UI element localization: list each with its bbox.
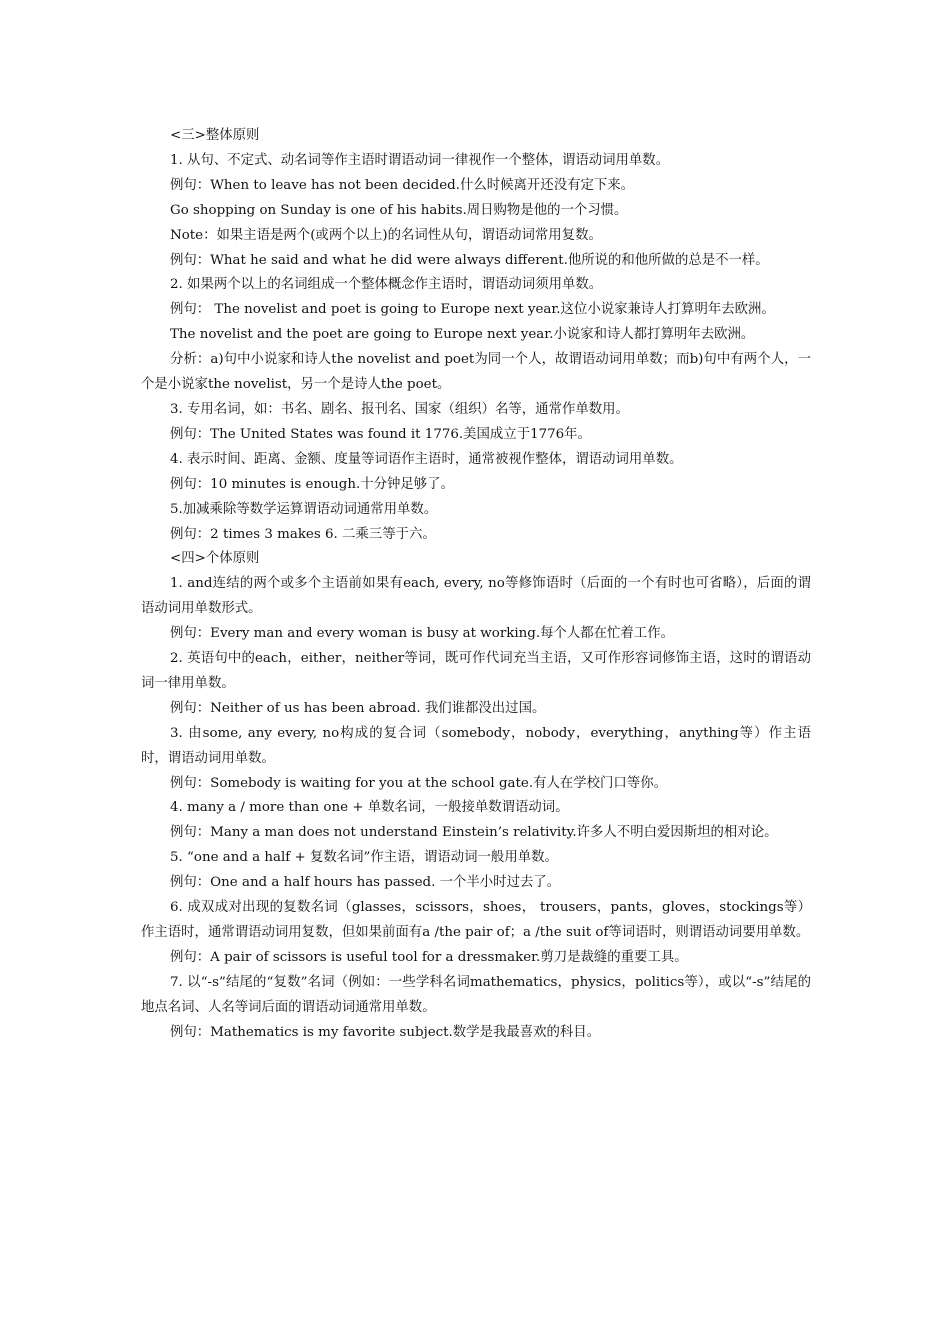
note-paragraph: Note：如果主语是两个(或两个以上)的名词性从句，谓语动词常用复数。: [170, 227, 602, 243]
example-paragraph: 例句：10 minutes is enough.十分钟足够了。: [170, 476, 454, 492]
rule-paragraph: 5.加减乘除等数学运算谓语动词通常用单数。: [170, 501, 438, 517]
example-paragraph: 例句：When to leave has not been decided.什么时候离开还没有定下来。: [170, 177, 635, 193]
example-paragraph: 例句：A pair of scissors is useful tool for a dressmaker.剪刀是裁缝的重要工具。: [170, 949, 688, 965]
example-paragraph: 例句：The United States was found it 1776.美国成立于1776年。: [170, 426, 591, 442]
example-paragraph: 例句：What he said and what he did were always different.他所说的和他所做的总是不一样。: [170, 252, 769, 268]
section-heading-individual-principle: <四>个体原则: [170, 551, 260, 567]
rule-paragraph: 6. 成双成对出现的复数名词（glasses，scissors，shoes， trousers，pants，gloves，stockings等）作主语时，通常谓语动词用复数，但如果前面有a /the pair of；a /the suit of等词语时，则谓语动词要用单数。: [141, 900, 811, 940]
example-paragraph: 例句：Many a man does not understand Einstein’s relativity.许多人不明白爱因斯坦的相对论。: [170, 825, 778, 841]
example-paragraph: 例句：Neither of us has been abroad. 我们谁都没出过国。: [170, 700, 546, 716]
example-paragraph: 例句：2 times 3 makes 6. 二乘三等于六。: [170, 526, 436, 542]
rule-paragraph: 3. 由some, any every, no构成的复合词（somebody，nobody，everything，anything等）作主语时，谓语动词用单数。: [141, 725, 811, 766]
rule-paragraph: 2. 英语句中的each，either，neither等词，既可作代词充当主语，又可作形容词修饰主语，这时的谓语动词一律用单数。: [141, 651, 811, 691]
example-paragraph: 例句： The novelist and poet is going to Europe next year.这位小说家兼诗人打算明年去欧洲。: [170, 302, 775, 318]
rule-paragraph: 1. and连结的两个或多个主语前如果有each, every, no等修饰语时（后面的一个有时也可省略），后面的谓语动词用单数形式。: [141, 576, 811, 617]
rule-paragraph: 1. 从句、不定式、动名词等作主语时谓语动词一律视作一个整体，谓语动词用单数。: [170, 152, 670, 168]
example-paragraph: 例句：Somebody is waiting for you at the school gate.有人在学校门口等你。: [170, 775, 667, 791]
rule-paragraph: 2. 如果两个以上的名词组成一个整体概念作主语时，谓语动词须用单数。: [170, 277, 603, 293]
document-body: [141, 124, 811, 1046]
rule-paragraph: 7. 以“-s”结尾的“复数”名词（例如：一些学科名词mathematics，physics，politics等），或以“-s”结尾的地点名词、人名等词后面的谓语动词通常用单数。: [141, 974, 811, 1015]
example-paragraph: 例句：Every man and every woman is busy at working.每个人都在忙着工作。: [170, 626, 674, 642]
rule-paragraph: 4. many a / more than one + 单数名词，一般接单数谓语动词。: [170, 800, 569, 816]
example-paragraph: Go shopping on Sunday is one of his habits.周日购物是他的一个习惯。: [170, 202, 628, 218]
example-paragraph: 例句：One and a half hours has passed. 一个半小时过去了。: [170, 875, 561, 891]
rule-paragraph: 4. 表示时间、距离、金额、度量等词语作主语时，通常被视作整体，谓语动词用单数。: [170, 451, 683, 467]
rule-paragraph: 5. “one and a half + 复数名词”作主语，谓语动词一般用单数。: [170, 850, 558, 866]
example-paragraph: 例句：Mathematics is my favorite subject.数学是我最喜欢的科目。: [170, 1024, 601, 1040]
rule-paragraph: 3. 专用名词，如：书名、剧名、报刊名、国家（组织）名等，通常作单数用。: [170, 401, 629, 417]
section-heading-overall-principle: <三>整体原则: [170, 128, 260, 143]
analysis-paragraph: 分析：a)句中小说家和诗人the novelist and poet为同一个人，故谓语动词用单数；而b)句中有两个人，一个是小说家the novelist，另一个是诗人the poet。: [141, 352, 811, 393]
example-paragraph: The novelist and the poet are going to Europe next year.小说家和诗人都打算明年去欧洲。: [170, 327, 755, 343]
